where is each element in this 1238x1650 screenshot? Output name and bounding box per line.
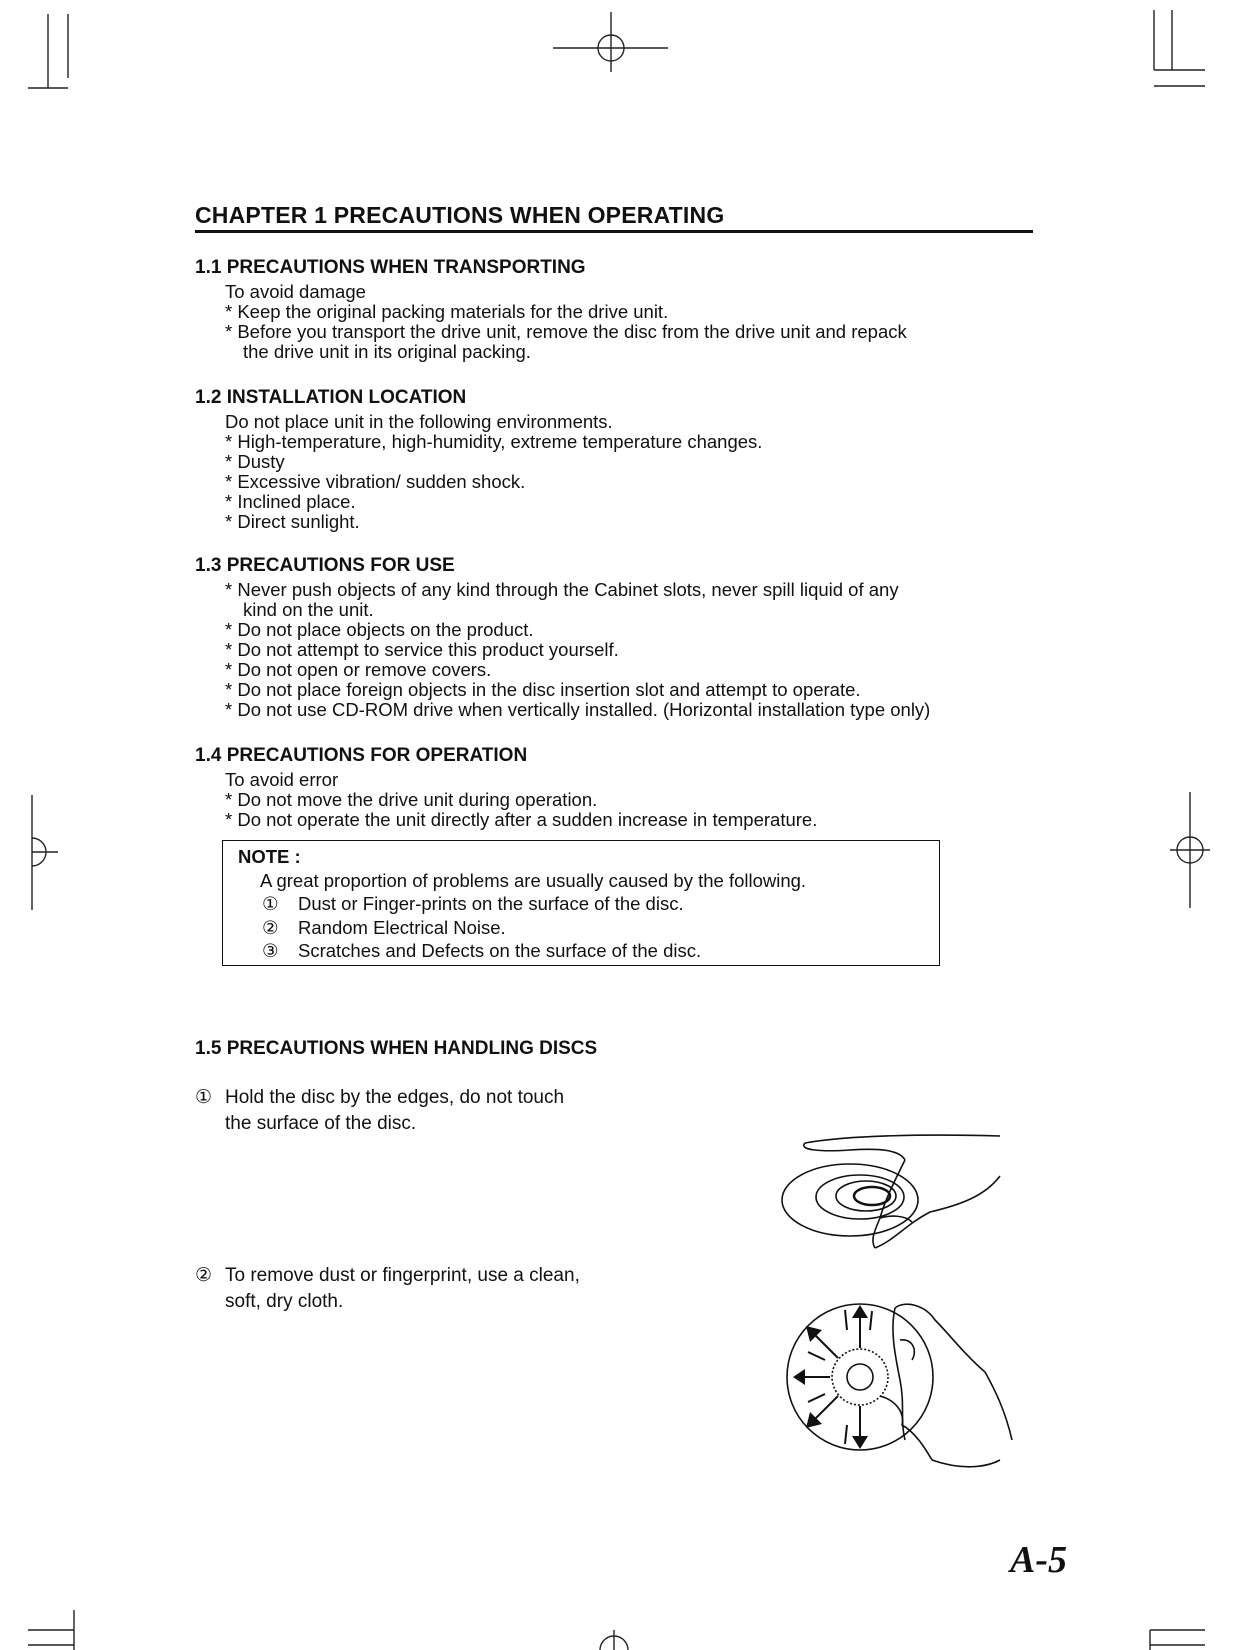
note-item-number: ①	[262, 893, 279, 914]
section-1-4-body	[225, 770, 1045, 830]
chapter-title: CHAPTER 1 PRECAUTIONS WHEN OPERATING	[195, 202, 1033, 233]
bullet-item: * Do not move the drive unit during operation.	[225, 789, 598, 810]
bullet-item: * Do not use CD-ROM drive when vertically installed. (Horizontal installation type only)	[225, 699, 931, 720]
note-item-number: ②	[262, 917, 279, 938]
step-number: ①	[195, 1087, 213, 1108]
text-line: To avoid damage	[225, 281, 366, 302]
section-1-4-heading: 1.4 PRECAUTIONS FOR OPERATION	[195, 745, 528, 766]
section-1-2-body	[225, 412, 1045, 532]
bullet-item: * Do not place foreign objects in the disc insertion slot and attempt to operate.	[225, 679, 861, 700]
text-line: To avoid error	[225, 769, 339, 790]
bullet-item: * Do not place objects on the product.	[225, 619, 534, 640]
section-1-3-body	[225, 580, 1045, 720]
step-text: Hold the disc by the edges, do not touch	[225, 1087, 565, 1108]
bullet-item: * Do not operate the unit directly after a sudden increase in temperature.	[225, 809, 818, 830]
registration-mark-bottom	[600, 1630, 628, 1650]
handling-step-2	[195, 1263, 580, 1315]
note-item	[262, 940, 701, 962]
text-line: Do not place unit in the following environments.	[225, 411, 613, 432]
step-text-continuation: the surface of the disc.	[225, 1113, 417, 1134]
bullet-item: * Inclined place.	[225, 491, 356, 512]
section-1-3-heading: 1.3 PRECAUTIONS FOR USE	[195, 555, 455, 576]
bullet-continuation: the drive unit in its original packing.	[243, 341, 531, 362]
note-item-number: ③	[262, 940, 279, 961]
bullet-item: * Dusty	[225, 451, 285, 472]
note-item	[262, 917, 506, 939]
registration-mark-right	[1170, 792, 1210, 908]
bullet-item: * High-temperature, high-humidity, extreme temperature changes.	[225, 431, 763, 452]
bullet-item: * Before you transport the drive unit, remove the disc from the drive unit and repack	[225, 321, 907, 342]
registration-mark-top	[553, 12, 668, 72]
bullet-item: * Do not attempt to service this product yourself.	[225, 639, 619, 660]
step-text-continuation: soft, dry cloth.	[225, 1291, 344, 1312]
note-item-text: Random Electrical Noise.	[298, 917, 506, 938]
section-1-1-body	[225, 282, 1045, 362]
note-item	[262, 893, 684, 915]
handling-step-1	[195, 1085, 564, 1137]
bullet-item: * Keep the original packing materials for the drive unit.	[225, 301, 669, 322]
section-1-2-heading: 1.2 INSTALLATION LOCATION	[195, 387, 467, 408]
note-item-text: Scratches and Defects on the surface of the disc.	[298, 940, 702, 961]
registration-mark-left	[32, 795, 58, 910]
bullet-continuation: kind on the unit.	[243, 599, 374, 620]
bullet-item: * Never push objects of any kind through the Cabinet slots, never spill liquid of any	[225, 579, 899, 600]
bullet-item: * Direct sunlight.	[225, 511, 360, 532]
note-item-text: Dust or Finger-prints on the surface of the disc.	[298, 893, 684, 914]
section-1-1-heading: 1.1 PRECAUTIONS WHEN TRANSPORTING	[195, 257, 586, 278]
disc-cleaning-illustration	[787, 1304, 1012, 1467]
crop-mark-bottom-left	[28, 1610, 74, 1650]
crop-mark-bottom-right	[1150, 1630, 1205, 1650]
bullet-item: * Do not open or remove covers.	[225, 659, 492, 680]
bullet-item: * Excessive vibration/ sudden shock.	[225, 471, 526, 492]
step-number: ②	[195, 1265, 213, 1286]
step-text: To remove dust or fingerprint, use a clean,	[225, 1265, 580, 1286]
section-1-5-heading: 1.5 PRECAUTIONS WHEN HANDLING DISCS	[195, 1038, 598, 1059]
crop-mark-top-right	[1154, 10, 1205, 86]
disc-holding-illustration	[782, 1135, 1000, 1248]
note-title: NOTE :	[238, 846, 301, 867]
note-intro: A great proportion of problems are usually caused by the following.	[260, 870, 807, 891]
page-number: A-5	[1010, 1539, 1067, 1581]
crop-mark-top-left	[28, 14, 68, 88]
